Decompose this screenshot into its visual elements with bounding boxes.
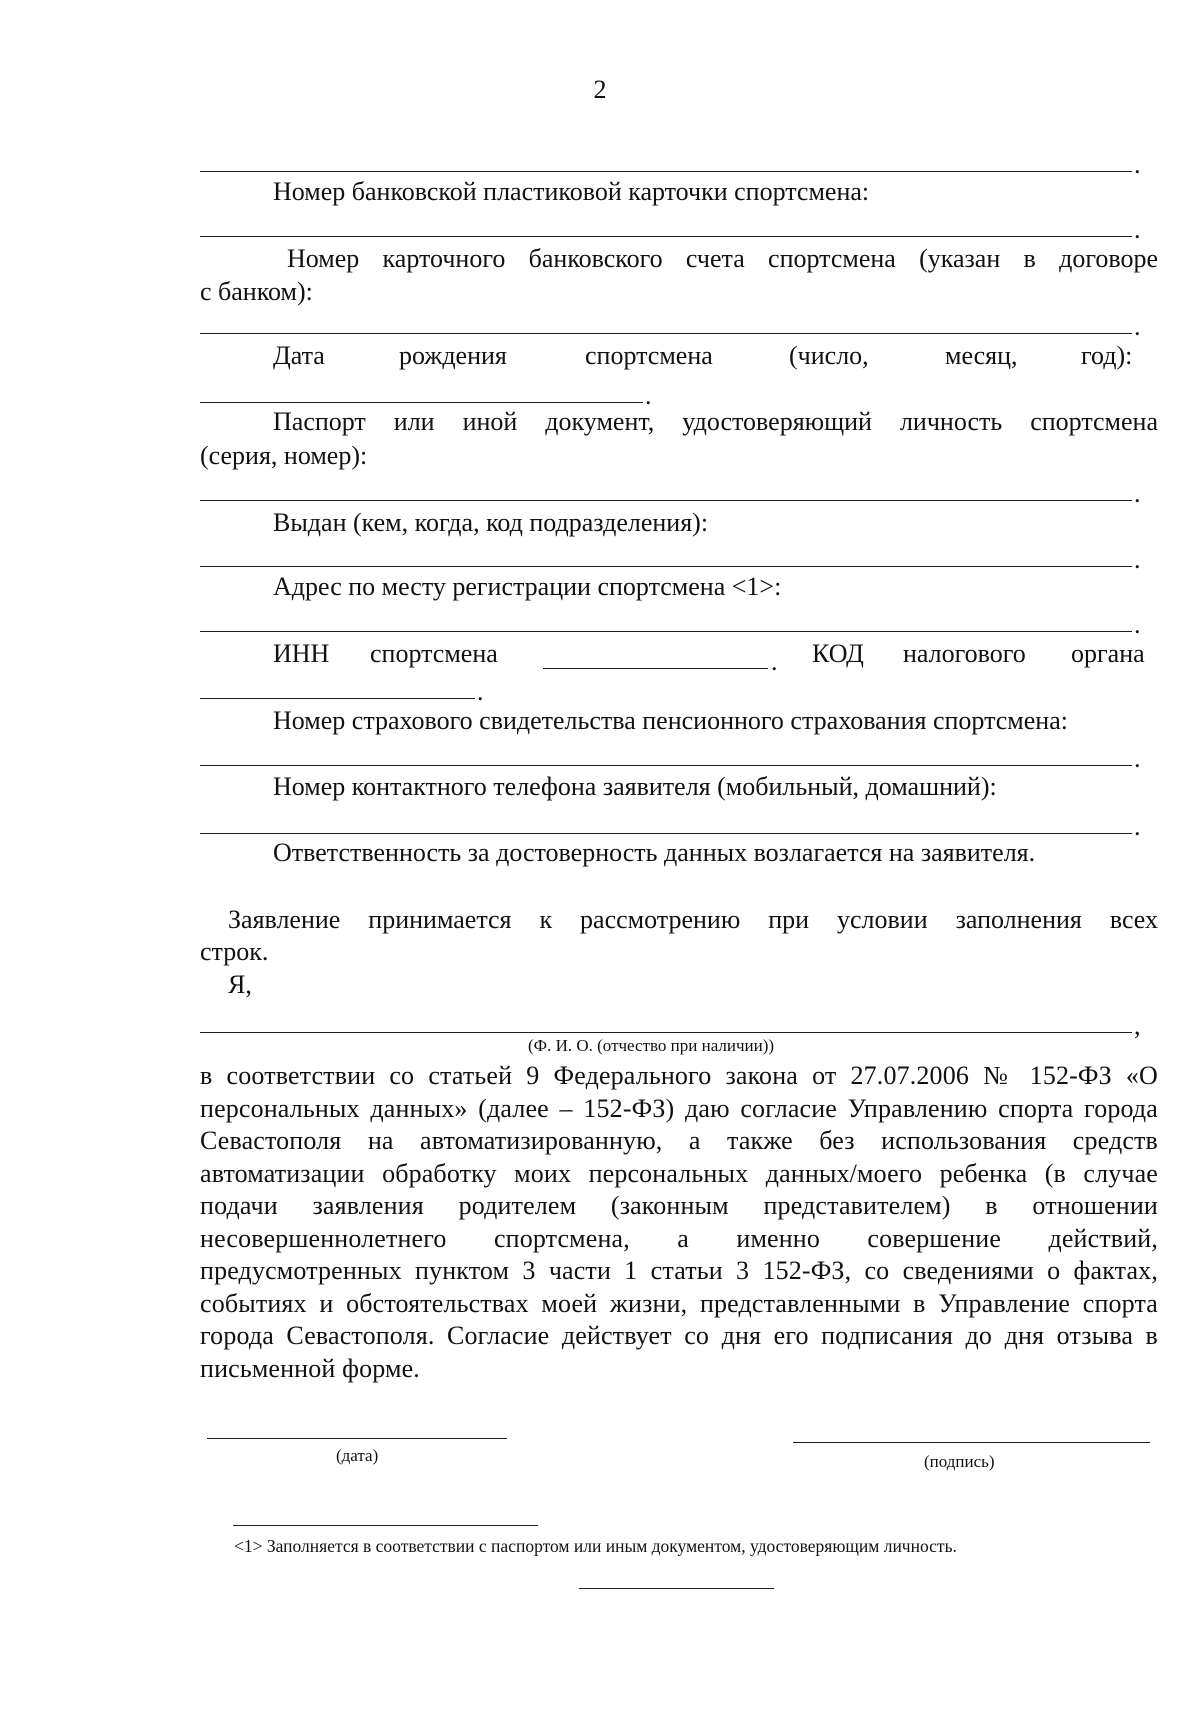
input-line-account-number[interactable]: [200, 333, 1132, 334]
i-label: Я,: [228, 970, 252, 999]
label-address: Адрес по месту регистрации спортсмена <1>:: [273, 572, 782, 601]
line-end-period: .: [1134, 215, 1141, 244]
line-end-period: .: [1134, 312, 1141, 341]
input-line-card-number[interactable]: [200, 236, 1132, 237]
label-insurance: Номер страхового свидетельства пенсионного страхования спортсмена:: [273, 706, 1068, 735]
input-line-inn[interactable]: [543, 668, 768, 669]
label-account-number-cont: с банком):: [200, 277, 313, 306]
input-line-previous-field[interactable]: [200, 171, 1132, 172]
footnote-separator: [233, 1525, 538, 1526]
line-end-period: .: [1134, 545, 1141, 574]
label-dob-word: рождения: [399, 341, 507, 370]
label-card-number: Номер банковской пластиковой карточки спортсмена:: [273, 177, 870, 206]
label-dob-word: Дата: [273, 341, 325, 370]
input-line-phone[interactable]: [200, 833, 1132, 834]
acceptance-note-cont: строк.: [200, 937, 269, 966]
label-dob-word: год):: [1081, 341, 1133, 370]
label-account-number: Номер карточного банковского счета спортсмена (указан в договоре: [287, 244, 1158, 273]
input-line-address[interactable]: [200, 631, 1132, 632]
signature-caption: (подпись): [924, 1452, 995, 1471]
label-tax-word: КОД: [812, 639, 864, 668]
page-number: 2: [593, 75, 607, 104]
label-inn-word: спортсмена: [370, 639, 498, 668]
label-passport: Паспорт или иной документ, удостоверяющий личность спортсмена: [273, 407, 1158, 436]
line-end-period: .: [1134, 610, 1141, 639]
line-end-period: .: [477, 677, 484, 706]
consent-text: в соответствии со статьей 9 Федерального закона от 27.07.2006 № 152-ФЗ «О персональных данных» (далее – 152-ФЗ) даю согласие Управлению спорта города Севастополя на автоматизированную, а также без использования средств автоматизации обработку моих персональных данных/моего ребенка (в случае подачи заявления родителем (законным представителем) в отношении несовершеннолетнего спортсмена, а именно совершение действий, предусмотренных пунктом 3 части 1 статьи 3 152-ФЗ, со сведениями о фактах, событиях и обстоятельствах моей жизни, представленными в Управление спорта города Севастополя. Согласие действует со дня его подписания до дня отзыва в письменной форме.: [200, 1061, 1158, 1383]
signature-line[interactable]: [793, 1442, 1150, 1443]
footnote-text: <1> Заполняется в соответствии с паспортом или иным документом, удостоверяющим личность.: [234, 1536, 957, 1556]
label-phone: Номер контактного телефона заявителя (мобильный, домашний):: [273, 772, 997, 801]
line-end-period: .: [1134, 479, 1141, 508]
acceptance-note: Заявление принимается к рассмотрению при условии заполнения всех: [228, 905, 1158, 934]
input-line-fio[interactable]: [200, 1032, 1132, 1033]
label-issued: Выдан (кем, когда, код подразделения):: [273, 508, 709, 537]
label-dob-word: (число,: [789, 341, 869, 370]
label-tax-word: органа: [1071, 639, 1145, 668]
line-end-period: .: [771, 647, 778, 676]
line-end-period: .: [1134, 744, 1141, 773]
label-dob-word: месяц,: [945, 341, 1018, 370]
responsibility-note: Ответственность за достоверность данных возлагается на заявителя.: [273, 838, 1036, 867]
label-inn: ИНН: [273, 639, 330, 668]
date-line[interactable]: [207, 1438, 507, 1439]
input-line-tax-code[interactable]: [200, 698, 475, 699]
end-separator: [579, 1588, 774, 1589]
label-passport-cont: (серия, номер):: [200, 441, 368, 470]
input-line-dob[interactable]: [200, 402, 643, 403]
date-caption: (дата): [336, 1446, 379, 1465]
line-end-comma: ,: [1134, 1011, 1141, 1040]
line-end-period: .: [645, 381, 652, 410]
input-line-insurance[interactable]: [200, 765, 1132, 766]
input-line-passport[interactable]: [200, 500, 1132, 501]
line-end-period: .: [1134, 812, 1141, 841]
label-dob-word: спортсмена: [585, 341, 713, 370]
input-line-issued[interactable]: [200, 566, 1132, 567]
label-tax-word: налогового: [903, 639, 1026, 668]
line-end-period: .: [1134, 150, 1141, 179]
fio-caption: (Ф. И. О. (отчество при наличии)): [528, 1036, 775, 1055]
